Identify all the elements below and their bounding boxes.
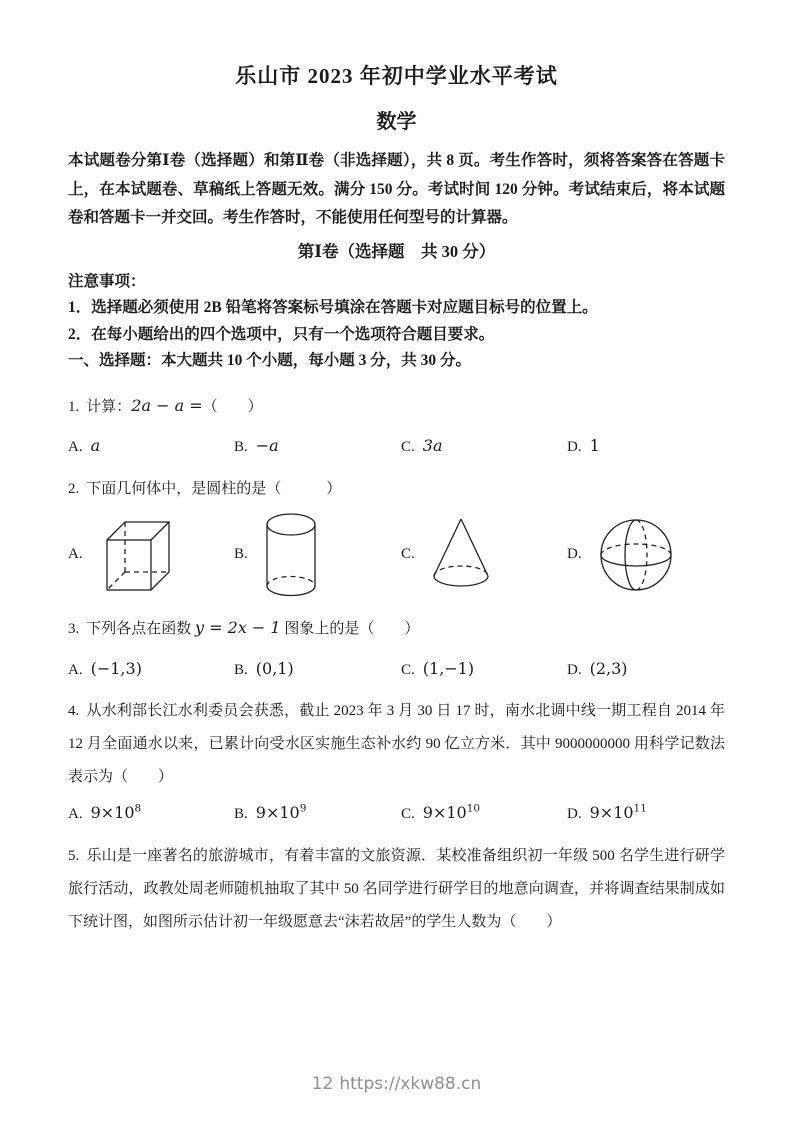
question-2-options <box>68 511 725 599</box>
option-value: 3a <box>422 435 443 455</box>
question-text: 下列各点在函数 <box>86 620 192 637</box>
option-c <box>401 803 567 823</box>
question-text: 下面几何体中，是圆柱的是（ ） <box>86 480 342 497</box>
question-4-stem <box>68 695 725 794</box>
option-value: $9\times 10^{10}$ <box>422 802 481 822</box>
option-value: a <box>90 435 101 455</box>
option-label: D. <box>567 438 582 455</box>
option-b <box>234 511 401 599</box>
option-d <box>567 659 725 679</box>
option-c <box>401 436 567 456</box>
question-1-stem <box>68 390 725 423</box>
option-a <box>68 659 234 679</box>
option-c <box>401 659 567 679</box>
question-number: 4. <box>68 702 80 719</box>
option-value: (−1,3) <box>90 658 142 678</box>
option-value: $9\times 10^9$ <box>255 802 307 822</box>
option-b <box>234 803 401 823</box>
option-b <box>234 659 401 679</box>
option-value: −a <box>255 435 279 455</box>
cube-figure <box>98 512 172 598</box>
option-label: B. <box>234 805 248 822</box>
option-label: C. <box>401 661 415 678</box>
option-label: D. <box>567 805 582 822</box>
option-value: $9\times 10^{11}$ <box>589 802 647 822</box>
question-2-stem <box>68 473 725 505</box>
option-value: (0,1) <box>255 658 294 678</box>
question-3-stem <box>68 612 725 645</box>
option-b <box>234 436 401 456</box>
option-value: 1 <box>589 435 600 455</box>
notice-title: 注意事项： <box>68 272 146 290</box>
question-text: 计算： <box>86 398 132 415</box>
option-label: A. <box>68 661 83 678</box>
question-3-options <box>68 659 725 679</box>
question-text-suffix: 图象上的是（ ） <box>284 620 420 637</box>
option-label: B. <box>234 546 248 562</box>
option-value: (2,3) <box>589 658 628 678</box>
option-c <box>401 515 567 595</box>
question-number: 5. <box>68 847 80 864</box>
option-value: $9\times 10^8$ <box>90 802 142 822</box>
option-label: C. <box>401 438 415 455</box>
question-1 <box>68 390 725 456</box>
part-1-heading: 一、选择题：本大题共 10 个小题，每小题 3 分，共 30 分。 <box>68 352 472 369</box>
subject-title: 数学 <box>376 111 417 133</box>
option-d <box>567 436 725 456</box>
page-number: 12 <box>311 1074 334 1094</box>
question-5 <box>68 840 725 939</box>
notice-item-1: 1．选择题必须使用 2B 铅笔将答案标号填涂在答题卡对应题目标号的位置上。 <box>68 299 598 316</box>
question-text: 从水利部长江水利委员会获悉，截止 2023 年 3 月 30 日 17 时，南水北调中线一期工程自 2014 年 12 月全面通水以来，已累计向受水区实施生态补水约 90 亿立方米．其中 9000000000 用科学记数法表示为（ ） <box>68 702 725 785</box>
option-label: B. <box>234 661 248 678</box>
option-label: D. <box>567 661 582 678</box>
question-5-stem <box>68 840 725 939</box>
question-2 <box>68 473 725 599</box>
cone-figure <box>430 515 492 595</box>
page-footer <box>0 1074 793 1094</box>
option-label: A. <box>68 438 83 455</box>
exam-instructions: 本试题卷分第Ⅰ卷（选择题）和第Ⅱ卷（非选择题），共 8 页。考生作答时，须将答案答在答题卡上，在本试题卷、草稿纸上答题无效。满分 150 分。考试时间 120 分钟。考试结束后，将本试题卷和答题卡一并交回。考生作答时，不能使用任何型号的计算器。 <box>68 152 725 226</box>
question-1-options <box>68 436 725 456</box>
sphere-figure <box>597 516 675 594</box>
option-label: C. <box>401 546 415 562</box>
option-label: C. <box>401 805 415 822</box>
option-label: A. <box>68 805 83 822</box>
footer-url: https://xkw88.cn <box>339 1074 482 1094</box>
option-value: (1,−1) <box>422 658 475 678</box>
question-number: 2. <box>68 480 80 497</box>
question-4 <box>68 695 725 823</box>
question-number: 3. <box>68 620 80 637</box>
option-label: B. <box>234 438 248 455</box>
cylinder-figure <box>263 511 319 599</box>
option-a <box>68 803 234 823</box>
question-4-options <box>68 803 725 823</box>
question-formula: y = 2x − 1 <box>195 617 281 637</box>
question-formula: 2a − a = <box>131 395 203 415</box>
answer-blank: （ ） <box>202 398 263 415</box>
option-d <box>567 516 725 594</box>
option-a <box>68 436 234 456</box>
option-label: D. <box>567 546 582 562</box>
option-label: A. <box>68 546 83 562</box>
option-a <box>68 512 234 598</box>
question-text: 乐山是一座著名的旅游城市，有着丰富的文旅资源．某校准备组织初一年级 500 名学生进行研学旅行活动，政教处周老师随机抽取了其中 50 名同学进行研学目的地意向调查，并将调查结果制成如下统计图，如图所示估计初一年级愿意去“沫若故居”的学生人数为（ ） <box>68 847 725 930</box>
question-3 <box>68 612 725 679</box>
section-1-title: 第Ⅰ卷（选择题 共 30 分） <box>297 241 496 261</box>
question-number: 1. <box>68 398 80 415</box>
page-title: 乐山市 2023 年初中学业水平考试 <box>235 64 558 88</box>
option-d <box>567 803 725 823</box>
notice-item-2: 2．在每小题给出的四个选项中，只有一个选项符合题目要求。 <box>68 325 495 343</box>
